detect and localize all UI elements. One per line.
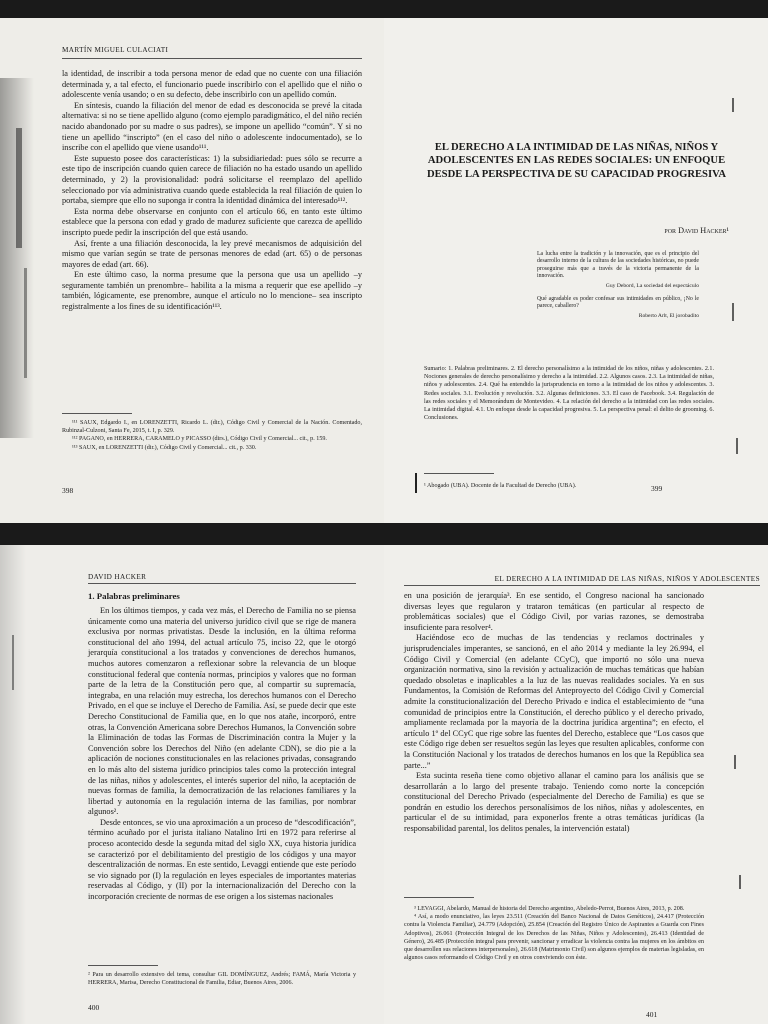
footnote: ¹¹³ SAUX, en LORENZETTI (dir.), Código Civil y Comercial... cit., p. 330.: [72, 444, 257, 451]
footnotes: [404, 905, 704, 962]
paragraph: en una posición de jerarquía³. En ese sentido, el Congreso nacional ha sancionado diversas leyes que regularon y trataron temáticas (en particular al respecto de problemáticas sociales) que el Código Civil, por varias razones, se demostraba insuficiente para resolver⁴.: [404, 591, 704, 632]
page-398: [0, 18, 384, 523]
paragraph: En este último caso, la norma presume que la persona que usa un apellido –y seguramente también un prenombre– habilita a la misma a requerir que ese apellido –y también, lógicamente, ese prenombre, aunque el artículo no lo mencione– sea inscripto registralmente a los fines de su identificación¹¹³.: [62, 270, 362, 312]
footnote-rule: [424, 473, 494, 474]
epigraph-source: Roberto Arlt, El jorobadito: [638, 312, 699, 319]
epigraph-text: Qué agradable es poder confesar sus intimidades en público, ¡No le parece, caballero?: [537, 296, 699, 310]
paragraph: En síntesis, cuando la filiación del menor de edad es desconocida se prevé la citada alternativa: si no se tiene apellido alguno (como ejemplo paradigmático, el del niño recién nacido abandonado por su madre o sus padres), se impone un apellido “común”. Y si no tiene un apellido “inscripto” (en el caso del niño o adolescente indocumentado), se lo inscribe con el apellido que viene usando¹¹¹.: [62, 100, 362, 153]
margin-mark: [732, 303, 734, 321]
page-number: 398: [62, 486, 74, 495]
pen-mark: [415, 473, 417, 493]
page-401: [384, 545, 768, 1024]
paragraph: Haciéndose eco de muchas de las tendencias y reclamos doctrinales y jurisprudenciales imperantes, se sancionó, en el año 2014 y mediante la ley 26.994, el Código Civil y Comercial (en adelante CCyC), que importó no sólo una nueva organización normativa, sino la revisión y actualización de muchas temáticas que habían quedado obsoletas e inaplicables a la luz de las nuevas realidades sociales. Ya en sus Fundamentos, la Comisión de Reformas del Anteproyecto del Código Civil y Comercial admite la constitucionalización del Derecho Privado e indica el establecimiento de “una comunidad de principios entre la Constitución, el derecho público y el derecho privado, ampliamente reclamada por la mayoría de la doctrina jurídica argentina”; en efecto, el artículo 1º del CCyC que rige sobre las fuentes del Derecho, establece que “Los casos que este Código rige deben ser resueltos según las leyes que resulten aplicables, conforme con la Constitución Nacional y los tratados de derechos humanos en los que la República sea parte...”: [404, 633, 704, 770]
footnote: ¹¹² PAGANO, en HERRERA, CARAMELO y PICASSO (dirs.), Código Civil y Comercial... cit., p. 159.: [72, 436, 327, 443]
bleed-through-mark: [12, 635, 14, 690]
header-rule: [88, 583, 356, 584]
page-number: 399: [651, 484, 663, 493]
header-rule: [404, 585, 760, 586]
footnote: ⁴ Así, a modo enunciativo, las leyes 23.511 (Creación del Banco Nacional de Datos Genéticos), 24.417 (Protección contra la Violencia Familiar), 24.779 (Adopción), 25.854 (Creación del Registro Único de Aspirantes a Guarda con Fines Adoptivos), 26.061 (Protección Integral de los Derechos de las Niñas, Niños y Adolescentes), 26.413 (Identidad de Género), 26.485 (Protección integral para prevenir, sancionar y erradicar la violencia contra las mujeres en los ámbitos en que desarrollen sus relaciones interpersonales), 26.618 (Matrimonio Civil) son algunos ejemplos de materias legisladas, en algunos casos reformando el Código Civil y en otros conviviendo con éste.: [404, 914, 704, 962]
footnote-rule: [404, 897, 474, 898]
footnotes: [62, 419, 362, 452]
paragraph: En los últimos tiempos, y cada vez más, el Derecho de Familia no se piensa únicamente como una materia del universo jurídico civil que se rige de manera exclusiva por normas privatistas. Desde la inclusión, en la última reforma constitucional del año 1994, del actual artículo 75, inciso 22, que le otorgó jerarquía constitucional a los tratados y convenciones de derechos humanos, muchos autores comenzaron a reflexionar sobre la relevancia de un bloque constitucional federal que contenía normas, principios y valores que no forman parte de la letra de la Constitución pero que, al compartir su supremacía, integraba, en una relación muy estrecha, los derechos humanos con el Derecho Privado, en el que se incluye el Derecho de Familia. Así, se puede decir que este Derecho Constitucional de Familia que, en lo que nos atañe, incorporó, entre otras, la Convención Americana sobre Derechos Humanos, la Convención sobre la Eliminación de todas las Formas de Discriminación contra la Mujer y la Convención sobre los Derechos del Niño (en adelante CDN), se dio pie a la aplicación de nociones constitucionales en las relaciones privadas, consagrando en lo más alto del sistema jurídico principios tales como la protección integral de las niñas, niños y adolescentes, el interés superior del niño, la aceptación de nuevas formas de familia, la democratización de las relaciones familiares y la libertad y autonomía en la regulación interna de las familias, por nombrar algunos².: [88, 606, 356, 817]
footnote: ² Para un desarrollo extensivo del tema, consultar GIL DOMÍNGUEZ, Andrés; FAMÁ, María Victoria y HERRERA, Marisa, Derecho Constitucional de Familia, Ediar, Buenos Aires, 2006.: [88, 972, 356, 987]
footnote-rule: [62, 413, 132, 414]
margin-mark: [732, 98, 734, 112]
body-text: [62, 69, 362, 313]
binding-shadow: [0, 545, 26, 1024]
header-rule: [62, 58, 362, 59]
footnote-rule: [88, 965, 158, 966]
running-head: DAVID HACKER: [88, 573, 147, 581]
running-head: EL DERECHO A LA INTIMIDAD DE LAS NIÑAS, NIÑOS Y ADOLESCENTES: [494, 575, 760, 583]
summary: Sumario: 1. Palabras preliminares. 2. El derecho personalísimo a la intimidad de los niños, niñas y adolescentes. 2.1. Nociones generales de derecho personalísimo y derecho a la intimidad. 2.2. Algunos casos. 2.3. La intimidad de niñas, niños y adolescentes. 2.4. Qué ha entendido la jurisprudencia en torno a la intimidad de los niños y adolescentes. 3. Redes sociales. 3.1. Evolución y revolución. 3.2. Algunas definiciones. 3.3. El caso de Facebook. 3.4. Regulación de las redes sociales y el Memorándum de Montevideo. 4. La relación del derecho a la intimidad con las redes sociales. La intimidad digital. 4.1. Un enfoque desde la capacidad progresiva. 5. La perspectiva penal: el delito de grooming. 6. Conclusiones.: [424, 366, 714, 422]
epigraph-source: Guy Debord, La sociedad del espectáculo: [605, 282, 699, 289]
margin-mark: [739, 875, 741, 889]
page-number: 401: [646, 1010, 658, 1019]
paragraph: la identidad, de inscribir a toda persona menor de edad que no cuente con una filiación determinada y, a tal efecto, el funcionario puede inscribirlo con el apellido que el niño o adolescente venía usando; o en su defecto, debe inscribirlo con un apellido común.: [62, 69, 362, 100]
running-head: MARTÍN MIGUEL CULACIATI: [62, 46, 169, 54]
footnote: ¹¹¹ SAUX, Edgardo I., en LORENZETTI, Ricardo L. (dir.), Código Civil y Comercial de la Nación. Comentado, Rubinzal-Culzoni, Santa Fe, 2015, t. I, p. 329.: [62, 420, 362, 435]
page-number: 400: [88, 1003, 100, 1012]
paragraph: Así, frente a una filiación desconocida, la ley prevé mecanismos de adquisición del mismo que varían según se trate de personas menores de edad (art. 65) o de personas mayores de edad (art. 66).: [62, 238, 362, 269]
page-400: [0, 545, 384, 1024]
body-text: [404, 591, 704, 835]
article-title: EL DERECHO A LA INTIMIDAD DE LAS NIÑAS, NIÑOS Y ADOLESCENTES EN LAS REDES SOCIALES: UN ENFOQUE DESDE LA PERSPECTIVA DE SU CAPACIDAD PROGRESIVA: [426, 142, 727, 180]
bleed-through-mark: [16, 128, 22, 248]
epigraph-text: La lucha entre la tradición y la innovación, que es el principio del desarrollo interno de la cultura de las sociedades históricas, no puede proseguirse más que a través de la victoria permanente de la innovación.: [537, 251, 699, 280]
author: por David Hacker¹: [664, 226, 729, 235]
margin-mark: [736, 438, 738, 454]
body-text: [88, 606, 356, 903]
section-title: 1. Palabras preliminares: [88, 591, 180, 601]
bleed-through-mark: [24, 268, 27, 378]
footnote: ¹ Abogado (UBA). Docente de la Facultad de Derecho (UBA).: [424, 483, 577, 489]
footnote: ³ LEVAGGI, Abelardo, Manual de historia del Derecho argentino, Abeledo-Perrot, Buenos Aires, 2013, p. 208.: [414, 906, 685, 912]
paragraph: Desde entonces, se vio una aproximación a un proceso de “descodificación”, término acuñado por el jurista italiano Natalino Irti en 1972 para referirse al proceso acontecido desde la segunda mitad del siglo XX, cuya historia jurídica se caracterizó por el debilitamiento del prestigio de los códigos y una mayor descentralización de normas. En este sentido, Levaggi entiende que este período se vio signado por (I) la regulación en leyes especiales de importantes materias reservadas al Código, y (II) por la internacionalización del Derecho con la incorporación creciente de normas de ese origen a los sistemas nacionales: [88, 817, 356, 902]
paragraph: Esta norma debe observarse en conjunto con el artículo 66, en tanto este último establece que la persona con edad y grado de madurez suficiente que carezca de apellido inscripto puede pedir la inscripción del que está usando.: [62, 206, 362, 237]
paragraph: Esta sucinta reseña tiene como objetivo allanar el camino para los análisis que se desarrollarán a lo largo del presente trabajo. Teniendo como norte la concepción constitucional del Derecho Privado (especialmente del Derecho de Familia) es que se pondrán en estudio los derechos personalísimos de los niños, niñas y adolescentes, en particular el de su intimidad, para exponerlos frente a otras temáticas jurídicas (la responsabilidad parental, los delitos penales, la intervención estatal): [404, 771, 704, 834]
epigraphs: [537, 251, 699, 326]
page-399: [384, 18, 768, 523]
margin-mark: [734, 755, 736, 769]
paragraph: Este supuesto posee dos características: 1) la subsidiariedad: pues sólo se recurre a este tipo de inscripción cuando quien carece de filiación no ha estado usando un apellido determinado, y 2) la provisionalidad: podrá solicitarse el reemplazo del apellido seleccionado por vía administrativa cuando quede establecida la real filiación de quien lo portaba, siempre que ello no suponga ir contra la identidad dinámica del interesado¹¹².: [62, 153, 362, 206]
